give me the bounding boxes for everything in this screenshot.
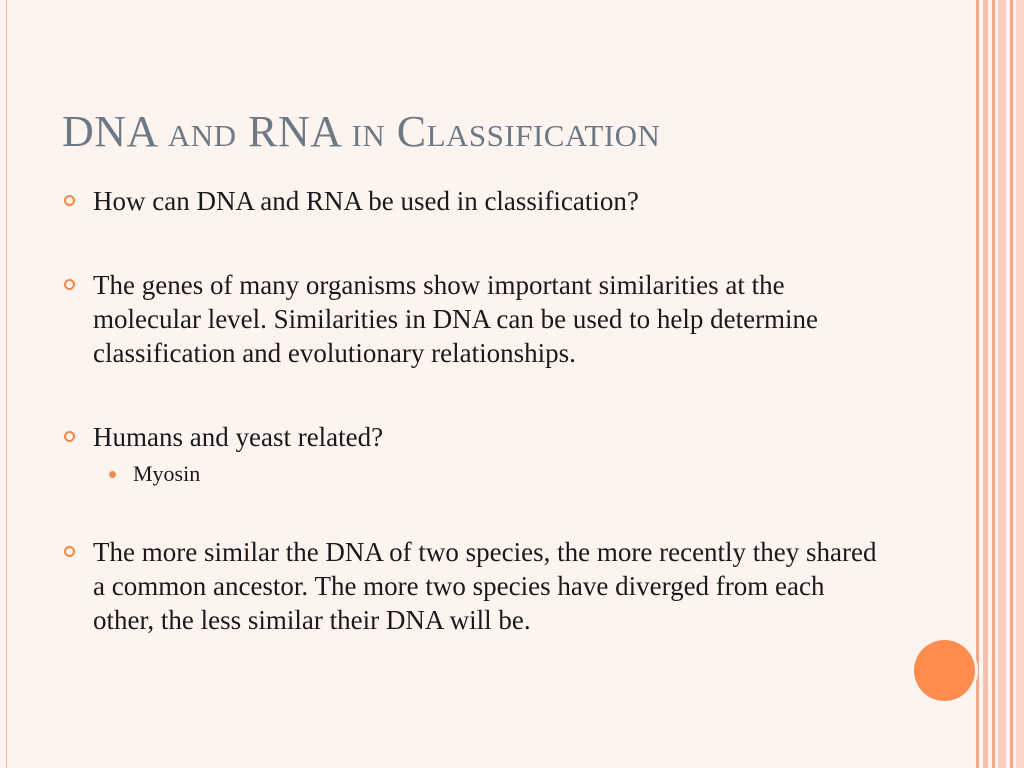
sub-bullet-list bbox=[93, 459, 884, 489]
decorative-stripe bbox=[998, 0, 1006, 768]
bullet-dot-icon bbox=[109, 471, 116, 478]
bullet-item bbox=[64, 268, 884, 370]
bullet-item bbox=[64, 420, 884, 489]
sub-bullet-text: Myosin bbox=[133, 461, 201, 486]
bullet-ring-icon bbox=[64, 279, 75, 290]
bullet-item bbox=[64, 184, 884, 218]
decorative-stripe bbox=[976, 0, 979, 768]
bullet-text: The more similar the DNA of two species, the more recently they shared a common ancestor. The more two species have diverged from each other, the less similar their DNA will be. bbox=[93, 537, 877, 635]
bullet-ring-icon bbox=[64, 431, 75, 442]
decorative-circle bbox=[914, 640, 975, 701]
bullet-text: The genes of many organisms show important similarities at the molecular level. Similarities in DNA can be used to help determine classification and evolutionary relationships. bbox=[93, 270, 819, 368]
left-border-line bbox=[6, 0, 7, 768]
decorative-stripe bbox=[1010, 0, 1013, 768]
bullet-list bbox=[64, 184, 884, 687]
sub-bullet-item bbox=[93, 459, 884, 489]
bullet-text: How can DNA and RNA be used in classification? bbox=[93, 186, 639, 216]
decorative-stripe bbox=[992, 0, 995, 768]
decorative-stripe bbox=[1016, 0, 1024, 768]
slide-title: DNA and RNA in Classification bbox=[62, 107, 661, 156]
bullet-item bbox=[64, 535, 884, 637]
bullet-ring-icon bbox=[64, 546, 75, 557]
bullet-ring-icon bbox=[64, 195, 75, 206]
decorative-stripe bbox=[983, 0, 988, 768]
bullet-text: Humans and yeast related? bbox=[93, 422, 384, 452]
